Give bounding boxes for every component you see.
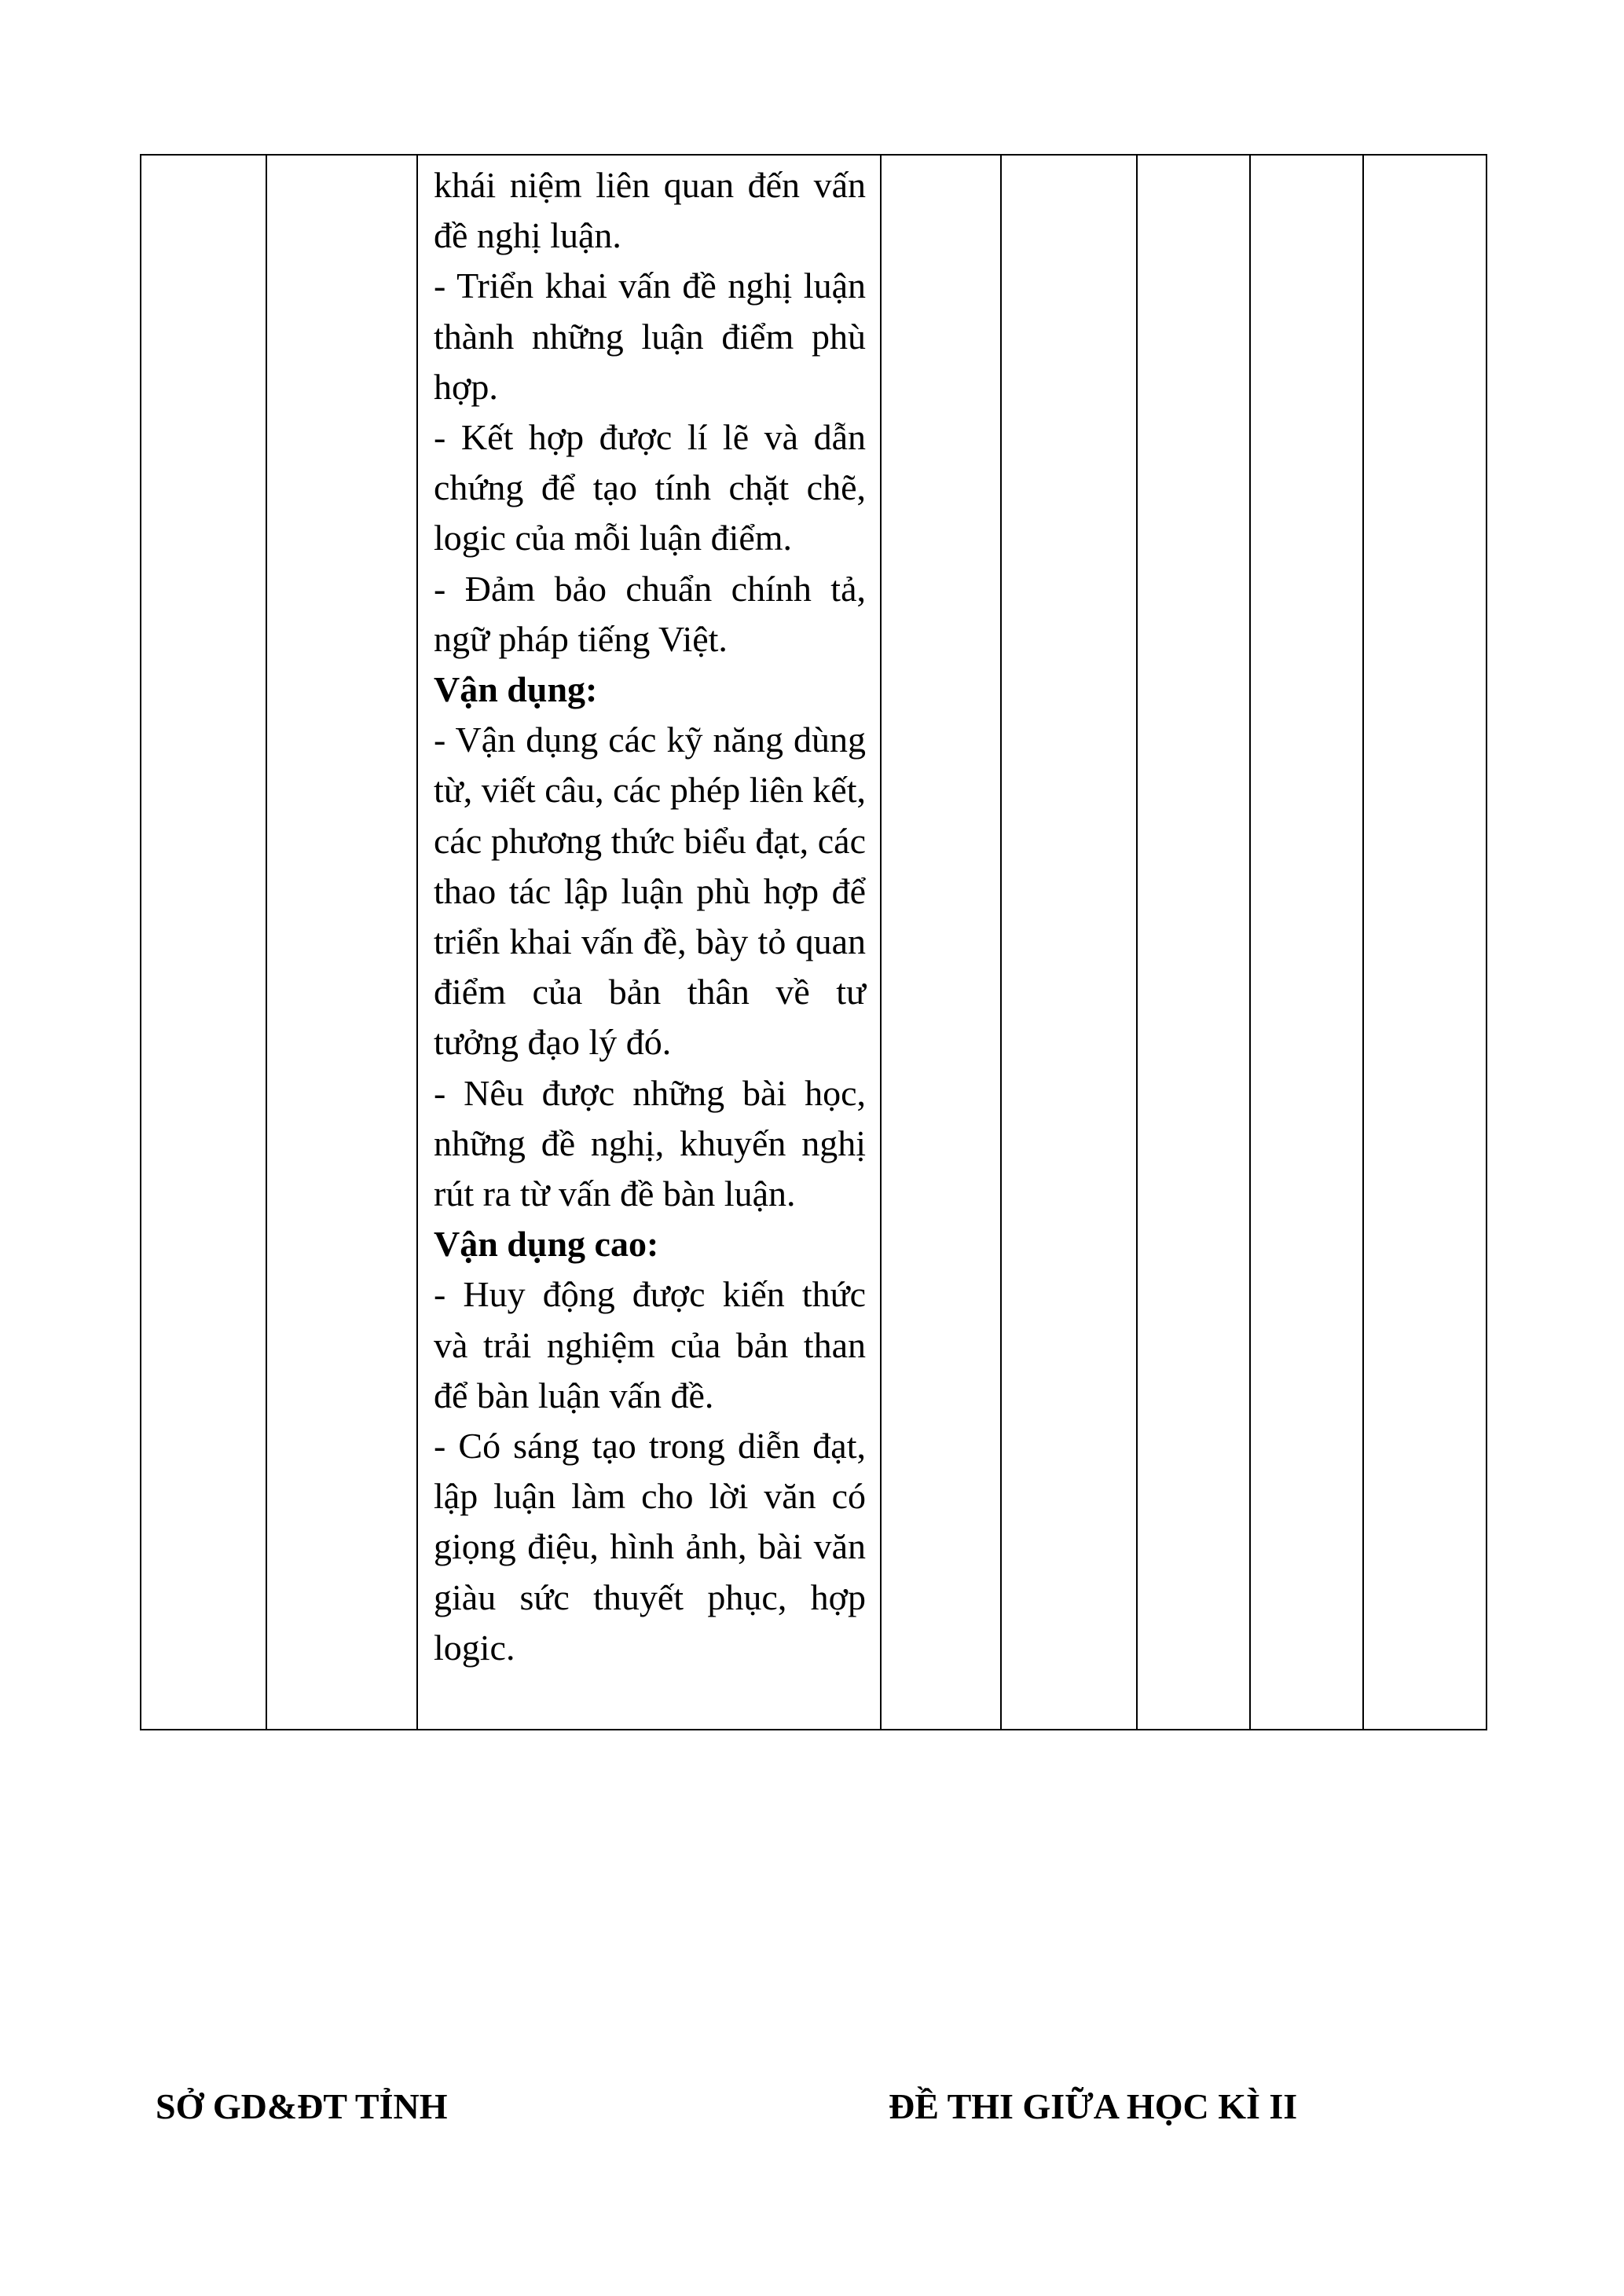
cell-empty-1 <box>141 155 266 1730</box>
footer-exam-title: ĐỀ THI GIỮA HỌC KÌ II <box>889 2086 1298 2126</box>
desc-line: - Có sáng tạo trong diễn đạt, lập luận làm cho lời văn có giọng điệu, hình ảnh, bài văn giàu sức thuyết phục, hợp logic. <box>434 1426 866 1668</box>
heading-van-dung-cao: Vận dụng cao: <box>434 1224 659 1265</box>
desc-line: - Kết hợp được lí lẽ và dẫn chứng để tạo tính chặt chẽ, logic của mỗi luận điểm. <box>434 417 866 558</box>
desc-line: - Nêu được những bài học, những đề nghị, khuyến nghị rút ra từ vấn đề bàn luận. <box>434 1072 866 1214</box>
desc-heading <box>434 1219 866 1269</box>
assessment-matrix-table <box>140 154 1487 1730</box>
desc-line: - Vận dụng các kỹ năng dùng từ, viết câu, các phép liên kết, các phương thức biểu đạt, các thao tác lập luận phù hợp để triển khai vấn đề, bày tỏ quan điểm của bản thân về tư tưởng đạo lý đó. <box>434 720 866 1063</box>
cell-empty-5 <box>1137 155 1250 1730</box>
table-row <box>141 155 1487 1730</box>
cell-empty-3 <box>881 155 1001 1730</box>
desc-heading <box>434 665 866 715</box>
cell-empty-4 <box>1001 155 1137 1730</box>
cell-empty-2 <box>266 155 417 1730</box>
desc-line: - Đảm bảo chuẩn chính tả, ngữ pháp tiếng Việt. <box>434 568 866 659</box>
desc-line: - Triển khai vấn đề nghị luận thành những luận điểm phù hợp. <box>434 265 866 407</box>
desc-line: - Huy động được kiến thức và trải nghiệm của bản than để bàn luận vấn đề. <box>434 1274 866 1415</box>
cell-empty-6 <box>1250 155 1363 1730</box>
desc-line: khái niệm liên quan đến vấn đề nghị luận. <box>434 165 866 256</box>
heading-van-dung: Vận dụng: <box>434 669 598 710</box>
cell-empty-7 <box>1363 155 1487 1730</box>
footer-department: SỞ GD&ĐT TỈNH <box>156 2086 448 2126</box>
cell-description <box>417 155 881 1730</box>
